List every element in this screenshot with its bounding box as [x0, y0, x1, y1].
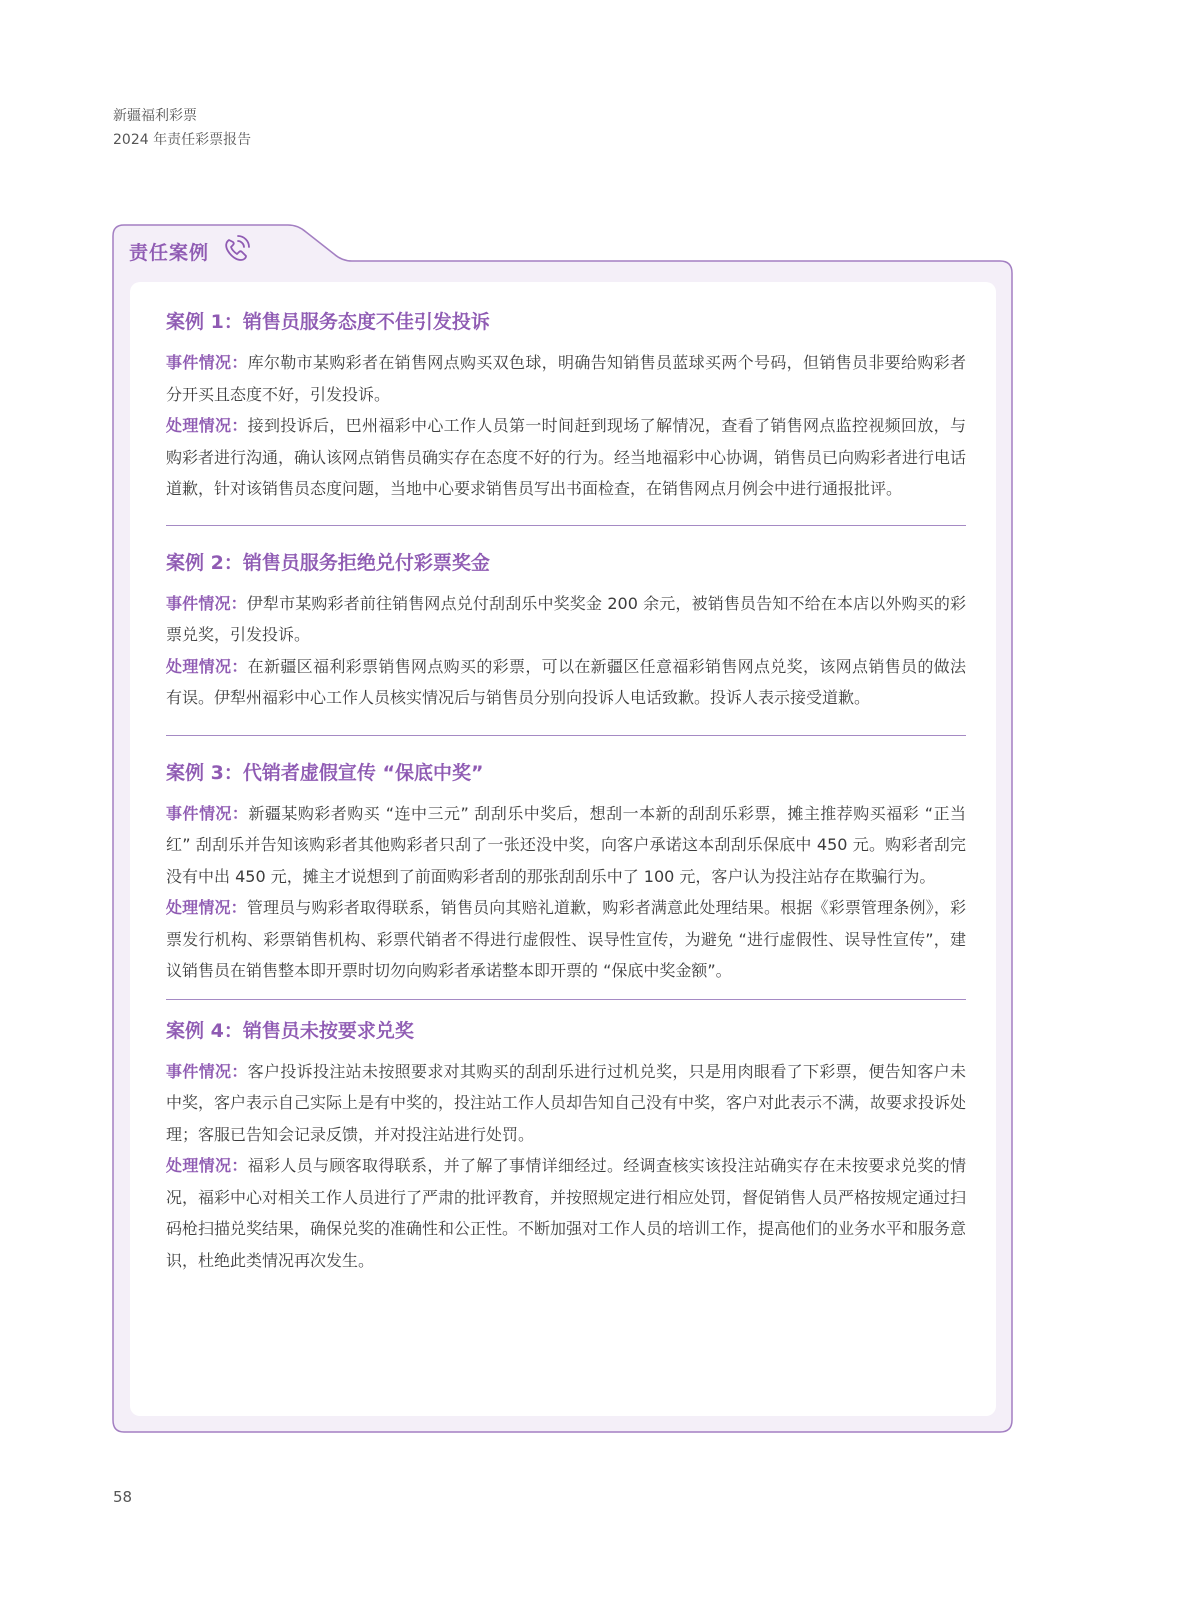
event-label: 事件情况： [166, 353, 248, 372]
header-report-title: 2024 年责任彩票报告 [113, 132, 252, 148]
case-box-title: 责任案例 [129, 242, 210, 264]
event-paragraph [166, 588, 966, 651]
case-title: 案例 2：销售员服务拒绝兑付彩票奖金 [166, 551, 490, 574]
case-divider [166, 735, 966, 736]
case-title: 案例 1：销售员服务态度不佳引发投诉 [166, 311, 490, 333]
event-label: 事件情况： [166, 1061, 248, 1081]
handling-paragraph [166, 410, 966, 505]
case-1 [166, 307, 966, 505]
case-4 [166, 1016, 966, 1277]
handling-text: 管理员与购彩者取得联系，销售员向其赔礼道歉，购彩者满意此处理结果。根据《彩票管理条例》，彩票发行机构、彩票销售机构、彩票代销者不得进行虚假性、误导性宣传，为避免 “进行虚假性、误导性宣传”，建议销售员在销售整本即开票时切勿向购彩者承诺整本即开票的 “保底中奖金额”。 [166, 898, 966, 980]
case-title: 案例 3：代销者虚假宣传 “保底中奖” [166, 761, 484, 784]
handling-text: 在新疆区福利彩票销售网点购买的彩票，可以在新疆区任意福彩销售网点兑奖，该网点销售员的做法有误。伊犁州福彩中心工作人员核实情况后与销售员分别向投诉人电话致歉。投诉人表示接受道歉。 [166, 656, 966, 707]
document-header [113, 104, 251, 152]
event-text: 客户投诉投注站未按照要求对其购买的刮刮乐进行过机兑奖，只是用肉眼看了下彩票，便告知客户未中奖，客户表示自己实际上是有中奖的，投注站工作人员却告知自己没有中奖，客户对此表示不满，故要求投诉处理；客服已告知会记录反馈，并对投注站进行处罚。 [166, 1061, 967, 1144]
case-title: 案例 4：销售员未按要求兑奖 [166, 1019, 414, 1042]
case-list-panel [130, 282, 996, 1416]
handling-label: 处理情况： [166, 656, 248, 676]
handling-paragraph [166, 651, 966, 714]
handling-label: 处理情况： [166, 898, 247, 917]
handling-label: 处理情况： [166, 416, 248, 435]
event-text: 库尔勒市某购彩者在销售网点购买双色球，明确告知销售员蓝球买两个号码，但销售员非要给购彩者分开买且态度不好，引发投诉。 [166, 353, 966, 404]
event-label: 事件情况： [166, 803, 249, 823]
event-label: 事件情况： [166, 593, 247, 613]
handling-text: 接到投诉后，巴州福彩中心工作人员第一时间赶到现场了解情况，查看了销售网点监控视频回放，与购彩者进行沟通，确认该网点销售员确实存在态度不好的行为。经当地福彩中心协调，销售员已向购彩者进行电话道歉，针对该销售员态度问题，当地中心要求销售员写出书面检查，在销售网点月例会中进行通报批评。 [166, 416, 967, 498]
page-number: 58 [113, 1488, 133, 1506]
phone-icon [218, 231, 254, 267]
handling-label: 处理情况： [166, 1156, 248, 1175]
case-3 [166, 758, 966, 987]
event-paragraph [166, 798, 966, 893]
event-text: 伊犁市某购彩者前往销售网点兑付刮刮乐中奖奖金 200 余元，被销售员告知不给在本店以外购买的彩票兑奖，引发投诉。 [166, 593, 966, 644]
case-divider [166, 999, 966, 1000]
event-paragraph [166, 347, 966, 410]
case-2 [166, 548, 966, 714]
responsibility-case-box [112, 224, 1014, 1434]
handling-paragraph [166, 1150, 966, 1276]
header-org-name: 新疆福利彩票 [113, 108, 197, 124]
case-divider [166, 525, 966, 526]
handling-paragraph [166, 892, 966, 987]
event-paragraph [166, 1056, 966, 1151]
handling-text: 福彩人员与顾客取得联系，并了解了事情详细经过。经调查核实该投注站确实存在未按要求兑奖的情况，福彩中心对相关工作人员进行了严肃的批评教育，并按照规定进行相应处罚，督促销售人员严格按规定通过扫码枪扫描兑奖结果，确保兑奖的准确性和公正性。不断加强对工作人员的培训工作，提高他们的业务水平和服务意识，杜绝此类情况再次发生。 [166, 1156, 967, 1270]
event-text: 新疆某购彩者购买 “连中三元” 刮刮乐中奖后，想刮一本新的刮刮乐彩票，摊主推荐购买福彩 “正当红” 刮刮乐并告知该购彩者其他购彩者只刮了一张还没中奖，向客户承诺这本刮刮乐保底中 450 元。购彩者刮完没有中出 450 元，摊主才说想到了前面购彩者刮的那张刮刮乐中了 100 元，客户认为投注站存在欺骗行为。 [166, 803, 966, 886]
